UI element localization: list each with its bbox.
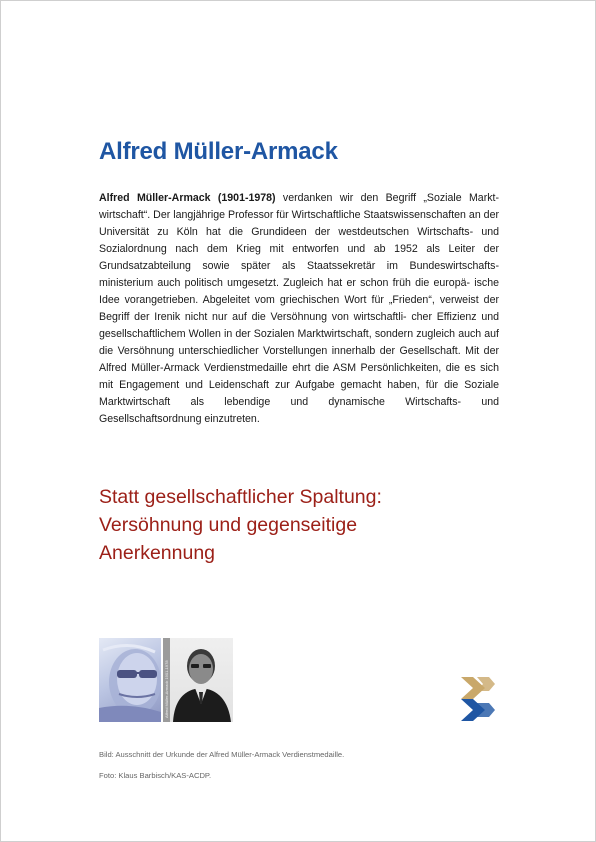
subtitle-line: Anerkennung — [99, 542, 216, 564]
body-line: verdanken wir den Begriff „Soziale Markt- — [275, 192, 499, 204]
image-caption: Bild: Ausschnitt der Urkunde der Alfred Müller-Armack Verdienstmedaille. — [99, 750, 345, 759]
body-line: innerhalb der Gesellschaft. Mit der Alfred Müller-Armack Verdienstmedaille — [99, 345, 499, 374]
photo-credit: Foto: Klaus Barbisch/KAS-ACDP. — [99, 771, 212, 780]
medal-certificate-photos — [99, 638, 233, 722]
body-line: wirtschaft“. Der langjährige Professor für Wirtschaftliche Staatswissenschaften — [99, 209, 466, 221]
body-line: ische Idee vorangetrieben. Abgeleitet vom griechischen Wort für „Frieden“, — [99, 277, 499, 306]
body-paragraph — [99, 190, 499, 428]
body-line: cher Effizienz und gesellschaftlichem Wollen in der Sozialen Marktwirtschaft, — [99, 311, 499, 340]
subtitle-line: Statt gesellschaftlicher Spaltung: — [99, 486, 382, 508]
body-line: sondern zugleich auch auf die Versöhnung unterschiedlicher Vorstellungen — [99, 328, 500, 357]
portrait-photo-image — [163, 638, 233, 722]
body-line: verweist der Begriff der Irenik nicht nur auf die Versöhnung von wirtschaftli- — [99, 294, 499, 323]
body-line: und dynamische Wirtschafts- und Gesellschaftsordnung einzutreten. — [99, 396, 499, 425]
body-line: ministerium auch politisch umgesetzt. Zugleich hat er schon früh die europä- — [99, 277, 471, 289]
photo-inscription: Alfred Müller-Armack 1901-1978 — [164, 660, 169, 718]
asm-chevrons-logo-icon — [461, 677, 495, 723]
body-line: zur Aufgabe gemacht haben, für die Soziale Marktwirtschaft als lebendige — [99, 379, 499, 408]
body-line: und Sozialordnung nach dem Krieg mit entworfen und ab 1952 als Leiter der — [99, 226, 499, 255]
body-line: an der Universität zu Köln hat die Grundideen der westdeutschen Wirtschafts- — [99, 209, 499, 238]
body-intro-bold: Alfred Müller-Armack (1901-1978) — [99, 192, 276, 204]
section-subtitle — [99, 483, 519, 567]
body-line: Grundsatzabteilung sowie später als Staatssekretär im Bundeswirtschafts- — [99, 260, 499, 272]
body-line: ehrt die ASM Persönlichkeiten, die es sich mit Engagement und Leidenschaft — [99, 362, 499, 391]
page-title: Alfred Müller-Armack — [99, 138, 338, 165]
portrait-engraving-image — [99, 638, 161, 722]
subtitle-line: Versöhnung und gegenseitige — [99, 514, 358, 536]
